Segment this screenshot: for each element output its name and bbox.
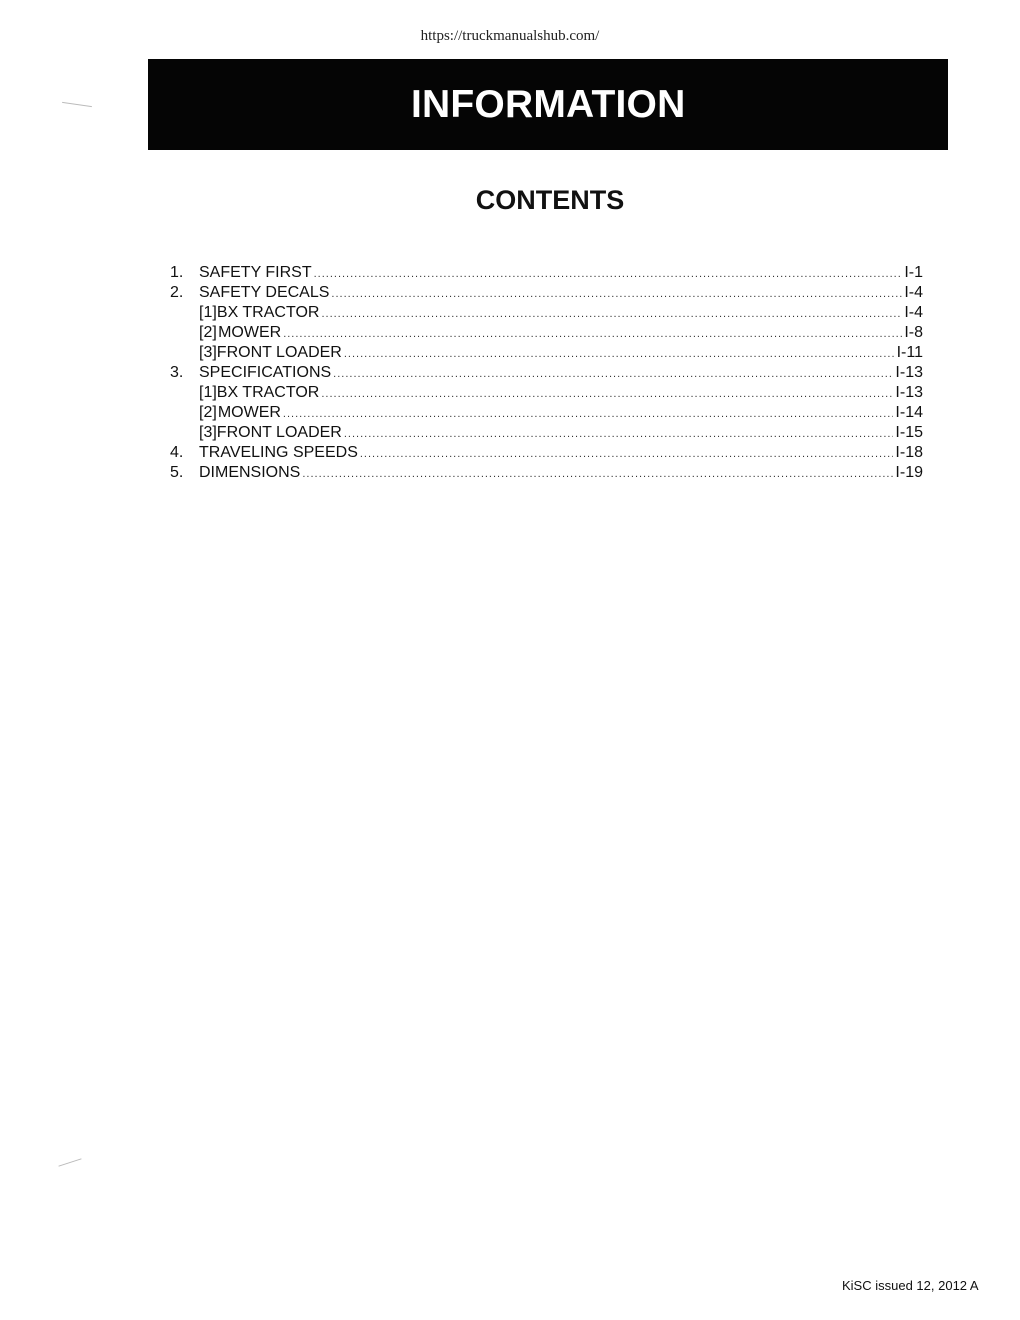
toc-row-traveling-speeds[interactable]	[170, 443, 923, 463]
toc-leader-dots	[283, 404, 894, 424]
scan-artifact	[58, 1158, 81, 1166]
toc-label: DIMENSIONS	[199, 464, 301, 481]
toc-sub-number: [1]	[199, 384, 217, 401]
toc-row-specs-front-loader[interactable]	[170, 423, 923, 443]
toc-label: FRONT LOADER	[216, 424, 342, 441]
toc-leader-dots	[321, 384, 893, 404]
toc-page-number: I-14	[895, 404, 923, 421]
toc-label: SAFETY FIRST	[199, 264, 312, 281]
toc-row-decals-mower[interactable]	[170, 323, 923, 343]
toc-row-specifications[interactable]	[170, 363, 923, 383]
toc-leader-dots	[321, 304, 902, 324]
toc-label: MOWER	[218, 324, 282, 341]
toc-page-number: I-1	[904, 264, 923, 281]
toc-label: SPECIFICATIONS	[199, 364, 332, 381]
toc-number: 3.	[170, 364, 184, 381]
toc-row-dimensions[interactable]	[170, 463, 923, 483]
toc-page-number: I-11	[896, 344, 923, 361]
section-banner	[148, 59, 948, 150]
toc-leader-dots	[333, 364, 893, 384]
toc-row-specs-bx-tractor[interactable]	[170, 383, 923, 403]
toc-page-number: I-18	[895, 444, 923, 461]
toc-number: 1.	[170, 264, 184, 281]
toc-label: MOWER	[217, 404, 281, 421]
toc-number: 2.	[170, 284, 184, 301]
toc-sub-number: [3]	[199, 344, 217, 361]
source-url: https://truckmanualshub.com/	[420, 28, 600, 44]
toc-page-number: I-19	[895, 464, 923, 481]
toc-page-number: I-4	[904, 304, 923, 321]
toc-page-number: I-13	[895, 384, 923, 401]
toc-number: 5.	[170, 464, 184, 481]
toc-leader-dots	[331, 284, 902, 304]
toc-leader-dots	[283, 324, 902, 344]
toc-leader-dots	[344, 424, 894, 444]
issue-footer: KiSC issued 12, 2012 A	[842, 1278, 979, 1293]
toc-label: FRONT LOADER	[216, 344, 342, 361]
scan-artifact	[62, 102, 92, 107]
toc-label: BX TRACTOR	[216, 304, 320, 321]
table-of-contents	[170, 263, 923, 483]
toc-page-number: I-8	[904, 324, 923, 341]
toc-leader-dots	[360, 444, 894, 464]
toc-row-specs-mower[interactable]	[170, 403, 923, 423]
toc-label: TRAVELING SPEEDS	[199, 444, 358, 461]
banner-title: INFORMATION	[411, 83, 686, 126]
toc-label: BX TRACTOR	[216, 384, 320, 401]
toc-leader-dots	[314, 264, 903, 284]
toc-sub-number: [3]	[199, 424, 217, 441]
toc-row-safety-decals[interactable]	[170, 283, 923, 303]
contents-heading: CONTENTS	[475, 185, 625, 215]
toc-page-number: I-4	[904, 284, 923, 301]
toc-sub-number: [2]	[199, 324, 217, 341]
toc-number: 4.	[170, 444, 184, 461]
toc-label: SAFETY DECALS	[199, 284, 330, 301]
toc-sub-number: [1]	[199, 304, 217, 321]
toc-page-number: I-13	[895, 364, 923, 381]
toc-sub-number: [2]	[199, 404, 217, 421]
toc-row-decals-front-loader[interactable]	[170, 343, 923, 363]
toc-row-decals-bx-tractor[interactable]	[170, 303, 923, 323]
toc-page-number: I-15	[895, 424, 923, 441]
toc-row-safety-first[interactable]	[170, 263, 923, 283]
toc-leader-dots	[344, 344, 895, 364]
toc-leader-dots	[302, 464, 893, 484]
